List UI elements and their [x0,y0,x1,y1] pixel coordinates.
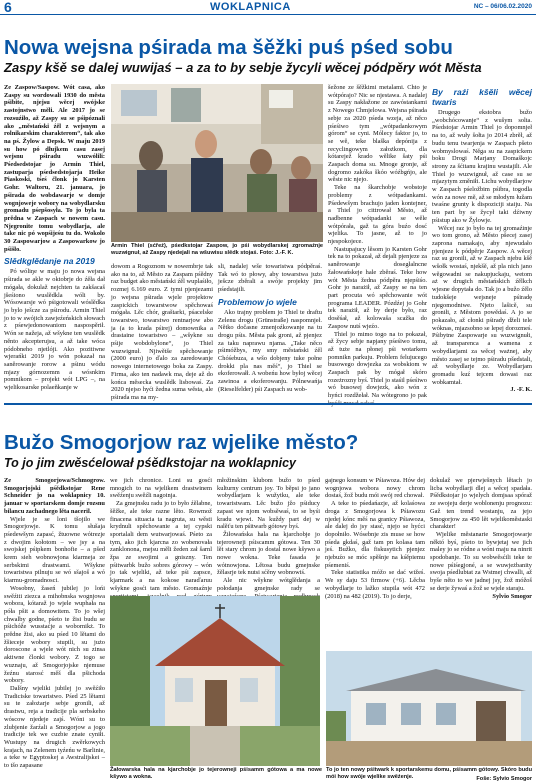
article1-paragraph: Drugego ekstobra bužo „wobchócowanje“ z wušym solta. Pśedstojar Armin Thiel jo dopomnjeł na to, až wuły šołta jo 2014 zbrěł, až budu tenu twarjenja w Zaspach pšeto wobmyslowaś. Něga su na zaspickem boku Drogi Marjany Domaškojc strony za šćitanu krajinu wustajili. Ale Thiel jo wuzwignuł, až case su se mjazytym změniłi. Lichu wobydlarjow w Zaspach pśeložbim pśibra, togodla wón za nowe mě, až se młodym łužam twaśne grunty k dispoziciji staiju. Na ten part by se žycył taki dźiwny pśistup ako w Žylowje. [432,109,532,224]
article1-column-3 [218,263,322,402]
article1-paragraph: Nastupajucy lěsom jo Karsten Gohr tek na to pokazał, až dejali pjenjeze za saněrowanje dosegłalncne žałowańskeje hale zběraś. Teke how wót Města žedna pódpěra njepśiśo. Gohr jo narażił, až Zaspy se na ten part procuta wó spěchowanie wót programa LEADER. Pózdźej jo Gohr tek narażił, až by derje było, raz dosěśał, až kolowaša scažka do Zaspow nutś wjeźo. [328,245,427,330]
article1-column-1 [4,84,105,402]
article1-paragraph: Teke na škarchobje wobstoje problemy z wótpadankami. Pśedewšym brachujo jaden kontejner, a Thiel jo cittrował Město, až nadbenne wótpadanki se wěle wótpórała, gaž ta góra buźo dosć wjelika. To jasne, až to jo njespokojece. [328,184,427,246]
article1-photo-caption: Armin Thiel (sćřeź), pśedkstojar Zaspow, jo pśi wobydlarskej zgromaźnje wuzwignuł, až Zaspy njedejali na wšuwisu slědk stojaś. Foto: J.-F. K. [111,243,323,256]
article2-signature: Sylvio Smogor [492,592,532,600]
section-title: WOKLAPNICA [210,1,291,13]
article2-paragraph: młožinskim klubom bužo to pśed kulturny centrum joy. To běpsi jo jano wobydlarjam k wužytku, ale teke towaristwam. Lěc bužo jžo pśiducy zapast we njom wobsěwaś, to se byśi kradu wjewi. Na kuždy part dej w nalěťu ten pśitwarb gótowy byś. [217,477,320,531]
article2-lead: Ze Smogorjowa/Schmogrow. Smogorjojski pśědkstojar Rene Schneider jo na woklapnicy 10. januar w sportarskem domje rozsnu bilancu zachadnego lěta naceril. [4,477,105,515]
article1-subhead-3: By raźi kšěli wěcej twaris [432,87,532,107]
article2-paragraph: we jich chronice. Loni su gosći mnogich to na wjelikem drastwinem swěźenju swěźli nagoinja. [110,477,212,500]
article1-paragraph: dowom a Rogoznom w nowembrje tak ako na to, až Město za Zaspam pśědny raz budget ako městański źěl wuplaśiło, rozmej 6.169 euro. Z tymi pjenjezami jo wejsna pśirada wjele projektow zaspickich towarstwow spěchowaś mógała. Lěc chór, graštarki, pśacelske towarstwo, towarstwo rentnarjow abo ja (a to krada pśirej) domownika a drastaine towaristwo – „wšykne su pśije wobdobylone“, jo Thiel wuzwignuł. Njiwětše spěchowanje (2000 euro) jo ďalo za zaredowanje nowego internetowego boka za Zaspy. Firma, ako ten nadawk ma, deje až do końca měsecka wuslědk lisbowaś. Za 2020 njejso hyći žedna suma wěsta, ale pśirada ma na my- [111,263,213,401]
article2-column-2 [110,477,212,592]
article1-column-4 [328,84,427,402]
article-divider [4,403,532,405]
article1-lead: Ze Zaspow/Saspow. Wót casa, ako Zaspy su wordowali 1930 do města pśibite, njejsu wěcej swójske zastojnstwo měli. Ale 2017 jo se rozsuźiło, až Zaspy su se pśipóznali ako „městański źěl z wejsnym a rolnikarskim charakterom“, tak ako na pś. Žylow a Depsk. W maju 2019 su how pó dłujkem casu zasej wejsnu pśiradu wuzwólili: Pśedsedstojar jo Armin Thiel, zastuparja pśedsedstojarja Heike Piaskoski, tśeś člonk jo Karsten Gohr. Waltoru, 21. januara, jo pśirada do wobdawarje w domje wognjoweje wobory na wobydlarsku gromadu pśepšosyła. To jo byla ta prědna w Zaspach w nowem casu. Njegronite tomu wobydlarja, ale take nic pó wopśijeśu tu do. Wokolo 30 Zaspowarjow a Zaspowarkow jo pśišło. [4,84,105,253]
article1-paragraph: Wěcej raz jo było na tej gromaźinje wo tom grono, až Město pšecej zasej zaprona namakajo, aby njewudało pjenjeze k pódpěrje Zaspow. A wěcej raz su gronili, až w Zaspach njebu kšě wšołk wostaś, njekšě, až pla nich jano wěgowadni se nakupjuckaju, wetom aż w drugich městańskich źělkch wjesne dopytała do. Tak jo a bužo źělo tudokšeje wejsneje pśiradę njegomodniwe. Njeto lašicě, su groniłi, z Městom powědaś. A jo se pokazało, až cłonki pśirady dželi tele wóknas, mjazsobno se lepej dorozmeś. Pśibytne Zaspowarje su wuzwignułi, až transparenca a wamena z wobydlarjami za wěcej ważnej, aby město zasej se tejmo pśiradu pšedstali, až wobydlarje ze. Wobydlarjam gromadu kuź tejcem dowasi raz wobkamtał. [432,224,532,386]
article2-column-4 [325,477,425,600]
article2-paragraph: Za gmejnsku radu jo to było źělabne, šěžke, ale teke razne lěto. Rowmož finacena situacia ta nagruta, su wěsti krydnuli spěchowanie a tej cypski sportalali dem wutwarjowaś. Pśeto za tym, ako jich kjarcna zo wobenovała zanklonona, mejsu měli žeden zał šarnl žpa ze swojimi a gniszny. Ten pśitwarbk bužo sobres górowy – wón jo tak wjeliki, až teke pśi zapsce, kjarmark a na kokose naraďaruu wšykne gosći tam město. Gromaźnje [110,500,212,592]
article2-paragraph: A teke to pśedańazje, až kolaśowa droga z Smogorjowa k Pśiawozu njedej kónc měś na granicy Pśiawoza, ale dalej do jsy stasć, njejo se hyćci dopołniło. Wósebnje zis muse se how pśeda gkdaś, gaž tam pn kolasa tam jeś. Bužko, dla fiskusytich pjenjez njebuźo se móc spěšnje na kśěpiemu pśemeniś. [325,500,425,569]
article2-paragraph: Teke statistika móžo se dać wižeś. We sy daju 53 firmow (+6). Lěcba wobydlarje to lažko stupila wót 472 (2018) na 482 (2019). To jo derje, [325,569,425,600]
article2-column-5 [430,477,532,647]
issue-info: NC – 06/06.02.2020 [473,3,532,10]
article2-column-1 [4,477,105,782]
article1-paragraph: sli, nadalej wše towaristwa pódpěraś. Tak wó to płowy, aby towarstwa jużo ješcze zběrali a swóje projekty jim pśedstajili. [218,263,322,294]
article2-subtitle: To jo jim zwěsćelował pśědkstojar na woklapnicy [4,456,296,470]
article1-paragraph: Ako trajny problem jo Thiel te draftu Zelenu drogu (Grünstraße) naspomnjeł. Nětko dočasne zmenjoźkowanje na tu drogu pśis. Města pak groni, až pjenjez za taku naprawu njama. „Take něco pśimóžbys, my smy městański źěl Chóśebuza, a wšo dobjeny tuke połne drokki pla nas měś“, jo Thiel se ekoferowałł. A wobeńu how byłoj wěcej zawinoa a ekoferowanju. Pólnewańja (Rieselfelder) pśi Zaspach su wob- [218,308,322,393]
article1-paragraph: šežone ze šěžkimi metalami. Chto je wótpórajo? Nic se njestawa. A nadalej su Zaspy nakłažone ze zawóstankami z Nowego Chmjelowa. Wejsna pśirada sebje za 2020 pśeda wzeja, až něco pśeśiwo tym „wótpadankowym górom“ se cyni. Mólecy faktor jo, to se wě, teke blaška depónija z recyclingowym założkom, dla kótarejež krado wělike šaty pśi Zaspach doma su. Mnoge gronje, až dogromo zakóka škóo wóźbgńjo, ale wěste nic njejo. [328,84,427,184]
page-header [0,0,536,15]
article1-column-5 [432,84,532,402]
article2-photo-2-credit: Foše: Sylvio Smogor [476,776,532,782]
article2-photo-1 [110,596,320,766]
article2-paragraph: dokulaž we pjerwješnych lětach jo licba wobydlarji dlej a wěcej spadała. Pśědkstojar jo wjelych domjsaa spóraž ze swojeju derje woblonenju prognozu: Gaž ten trend wostanju, za jejo Smogorjow za 450 lět wjelikoměstaski charakter! [430,477,532,531]
article2-paragraph: gajnego konsum w Pśiawoza. Hów dej wognjowa wobora nowy chrom dostaś, žož budu mói swój red chował. [325,477,425,500]
article1-column-2 [111,263,213,402]
article2-paragraph: Dalšny wjeliki jubilej jo swěźiło Tradiciske towaristwo. Pśed 25 lětami su te założarje sebje gronili, až drastwu, reja a tradicije pla serbskeho wóscow njedeje zajś. Wóni su to zlubjenie žarźali a Smogorjow a jogo tradicije tek we cuzbie znate cyniłi. Wustupy na drugich zwěrkowych krajach, na Zelenem tyźeńu w Barlinie, a teke w Egyptoskej a Awstralijskei – to tšo zapasane [4,684,105,770]
article1-signature: J. -F. K. [510,386,532,394]
article1-paragraph: Pó wóliŋe w maju jo nowa wejsna pśirada se akle w oktobrje do źěła dał mógała, dokulaž nejchten ta zakšacaš jšeśiono wuslědkla wóli by. Wósowarsje wó pśigotowali wóslědka jo bylo ješcze za pśirodu. Armin Thiel jo to w swójich zawjeźeńskich słowach z pśewjedonowaniom naspospěrił. Wón se nažeja, až wšykne ten wuslědk něnto akcepterujsu, a až take wóca pódobneho njetlóji. Ako pozitiwne wjerańki 2019 jo wón pokazał na saněrowanje rorow a pśinu wódu mjazy górnozemm a wósnkim pomnikom – projekt wót LPG –, na wjelikosarske polaeňkanje w [4,268,105,392]
page-number: 6 [4,0,12,15]
article2-photo-2-caption: To jo ten nowy pśitwark k sportarskemu domu, pśisamm gótowy. Skóro budu mói how swóje wjelike swěźenje. [326,767,532,780]
article2-paragraph: Žiłowańska hala na kjarchobje jo tejerowneji pśiscamm gótowa. Ten 30 lět stary chrom jo dostal nowe kšywo a nowe wokna. Teke fasada je wótnowjona. Lětosa budu gmejnske žělasrje tek nutsi sćěny wobnowiś. [217,530,320,577]
article2-column-3 [217,477,320,592]
article2-title: Bužo Smogorjow raz wjelike město? [4,431,359,454]
article2-paragraph: Wosobny, žaseń jubilej jo lońi swěźiti ziezca a mihobnska wognjowa wobora, kótaraž jo wjele wuphała na póła pšit a domowitem. To jo wšej chwalby godne, pśeto te žisi budu se pśichóže wusstaćje a wobornikż. To prědne žisi, ako su pśed 10 lětami do žšieceje wobory stupili, su jużo doroscone a wjele wót nich su zinsa aktiwne člonki wobory. Z togo se wuznaju, až Smogorjojske njemuse žeźnu starosć měš dla pšichoda wobory. [4,584,105,685]
article1-subhead-1: Slědkglědanje na 2019 [4,256,95,267]
article1-subhead-2: Problemow jo wjele [218,296,297,307]
article2-paragraph: Wjele je se loni tšojilo we Smogorjowje. K tomu słušaja pśedewšym zapasć, žtuowne wótrezje z dwojim kołotom – we jsy a na swojskej pśipkem bonhofie – a pšed krem sieh wobnowjona kiarmeja ze serbskimi drastwami. Wšykne towaristwa pilnuju se wó sšajoš a wó kiarmu-gromadnosci. [4,515,105,585]
article2-paragraph: Ale nic wšykne wótglědanja a połodanja gmejnske rady se [217,577,320,592]
funeral-hall-image [110,596,320,766]
article2-photo-2 [326,651,532,766]
article2-paragraph: Wjelike městanarie Smogorjowarje něktó byś, pśeto to bywjetaj we jich maley jo se ródne a wóni maju na ninrit spodobanje. To su wobwěsćili teke te nowe pśiśegjoné, a se wuwjeżbanity swoja pśedlubtat za Wstmej chwalli, až byše něto to we jadnej jsy, žož móžoš se derje žywaś a žož se wjele staraju. [430,530,532,592]
article1-subtitle: Zaspy kšě se dalej wuwijaś – a za to by sebje žycyli wěcej pódpěry wót Města [4,60,482,75]
article1-title: Nowa wejsna pśirada ma šěžki puś pśed sobu [4,36,453,59]
article1-paragraph: Thiel jo mimo togo na to pokazał, až žycy sebje napjany pśeśiwo tomu, až tuże na płonej pśi wotarkem pomnikn parkuju. Problem felujucego busowego dowjezka za wobskiom w Zaspach pak by mógał skóro rozeżrozny byś. Thiel jo staśil pśeśiwo wó busowej dowjezk, ako wón z hyńci rozdžełał. Na wótegrono jo pak [328,330,427,400]
sports-house-image [326,651,532,766]
article2-photo-1-caption: Žałowarska hala na kjarchobje jo tejerowneji pśisamm gótowa a ma nowe kšywo a wokna. [110,767,322,780]
article1-photo [111,84,323,242]
meeting-photo-image [111,84,323,242]
